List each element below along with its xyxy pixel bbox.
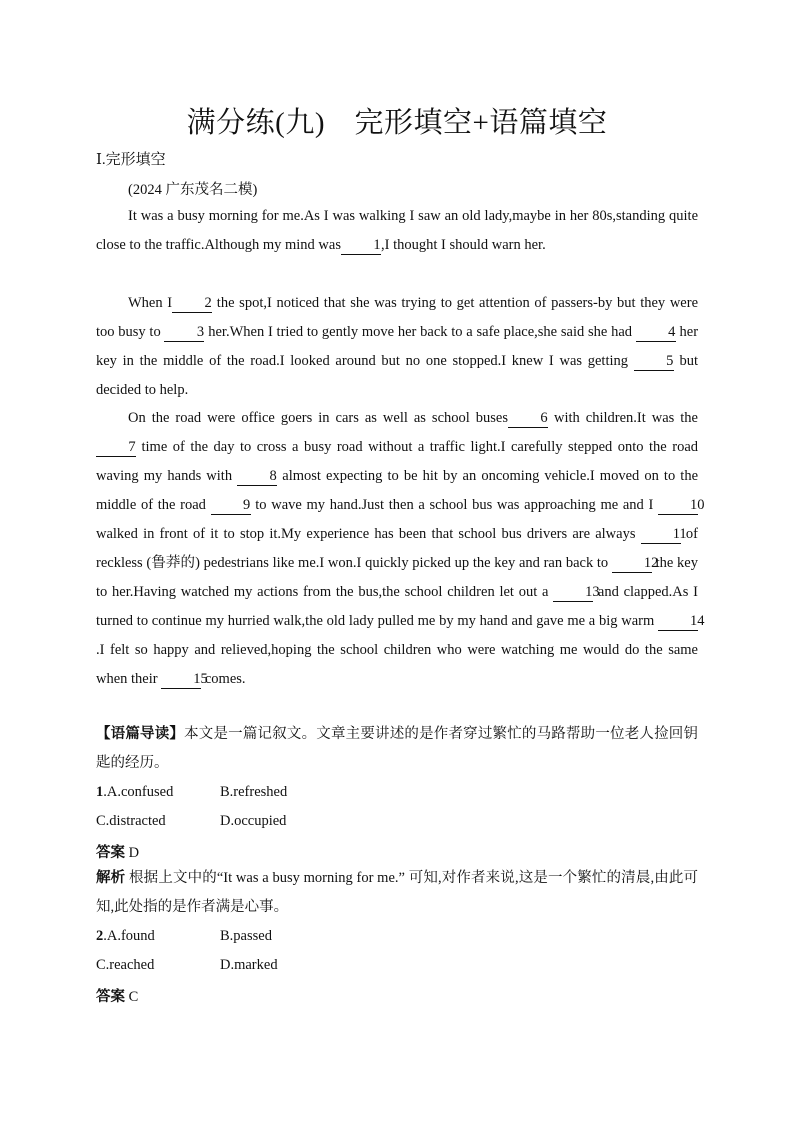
option-b[interactable]: B.refreshed xyxy=(220,784,288,800)
question-2-options-row-1 xyxy=(96,928,272,945)
section-heading: Ⅰ.完形填空 xyxy=(96,152,166,168)
question-number: 1 xyxy=(96,784,104,800)
option-d[interactable]: D.marked xyxy=(220,957,278,973)
blank-14[interactable]: 14 xyxy=(658,612,698,631)
option-a[interactable]: .A.found xyxy=(103,928,155,944)
question-2-answer: 答案 C xyxy=(96,989,139,1005)
blank-12[interactable]: 12 xyxy=(612,554,652,573)
blank-1[interactable]: 1 xyxy=(341,236,381,255)
question-1-options-row-1 xyxy=(96,784,288,801)
question-2-options-row-2 xyxy=(96,957,278,974)
option-d[interactable]: D.occupied xyxy=(220,813,287,829)
blank-8[interactable]: 8 xyxy=(237,467,277,486)
blank-6[interactable]: 6 xyxy=(508,409,548,428)
blank-9[interactable]: 9 xyxy=(211,496,251,515)
blank-15[interactable]: 15 xyxy=(161,670,201,689)
option-b[interactable]: B.passed xyxy=(220,928,272,944)
guide-label: 【语篇导读】 xyxy=(96,726,185,742)
source-note: (2024 广东茂名二模) xyxy=(128,182,258,198)
option-a[interactable]: .A.confused xyxy=(103,784,174,800)
option-c[interactable]: C.distracted xyxy=(96,813,166,829)
option-c[interactable]: C.reached xyxy=(96,957,155,973)
blank-4[interactable]: 4 xyxy=(636,323,676,342)
page-title: 满分练(九) 完形填空+语篇填空 xyxy=(186,107,608,139)
question-number: 2 xyxy=(96,928,104,944)
question-1-answer: 答案 D xyxy=(96,845,140,861)
passage-paragraph-2: When I 2 the spot,I noticed that she was trying to get attention of passers-by but they were too busy to 3 her.When I tried to gently move her back to a safe place,she said she had 4 her key in the middle of the road.I looked around but no one stopped.I knew I was getting 5 but decided to help. xyxy=(96,295,699,398)
passage-paragraph-1: It was a busy morning for me.As I was walking I saw an old lady,maybe in her 80s,standing quite close to the traffic.Although my mind was 1,I thought I should warn her. xyxy=(96,208,698,253)
question-1-options-row-2 xyxy=(96,813,287,830)
reading-guide xyxy=(96,720,698,778)
guide-text: 本文是一篇记叙文。文章主要讲述的是作者穿过繁忙的马路帮助一位老人捡回钥匙的经历。 xyxy=(96,726,698,771)
question-1-explanation: 解析 根据上文中的“It was a busy morning for me.” 可知,对作者来说,这是一个繁忙的清晨,由此可知,此处指的是作者满是心事。 xyxy=(96,870,698,915)
passage-paragraph-3: On the road were office goers in cars as well as school buses 6 with children.It was the 7 time of the day to cross a busy road without a traffic light.I carefully stepped onto the road waving my hands with 8 almost expecting to be hit by an oncoming vehicle.I moved on to the middle of the road 9 to wave my hand.Just then a school bus was approaching me and I 10 walked in front of it to stop it.My experience has been that school bus drivers are always 11 of reckless (鲁莽的) pedestrians like me.I won.I quickly picked up the key and ran back to 12 the key to her.Having watched my actions from the bus,the school children let out a 13 and clapped.As I turned to continue my hurried walk,the old lady pulled me by my hand and gave me a big warm 14.I felt so happy and relieved,hoping the school children who were watching me would do the same when their 15 comes. xyxy=(96,410,705,687)
blank-11[interactable]: 11 xyxy=(641,525,681,544)
blank-10[interactable]: 10 xyxy=(658,496,698,515)
blank-2[interactable]: 2 xyxy=(172,294,212,313)
blank-7[interactable]: 7 xyxy=(96,438,136,457)
blank-3[interactable]: 3 xyxy=(164,323,204,342)
blank-13[interactable]: 13 xyxy=(553,583,593,602)
blank-5[interactable]: 5 xyxy=(634,352,674,371)
